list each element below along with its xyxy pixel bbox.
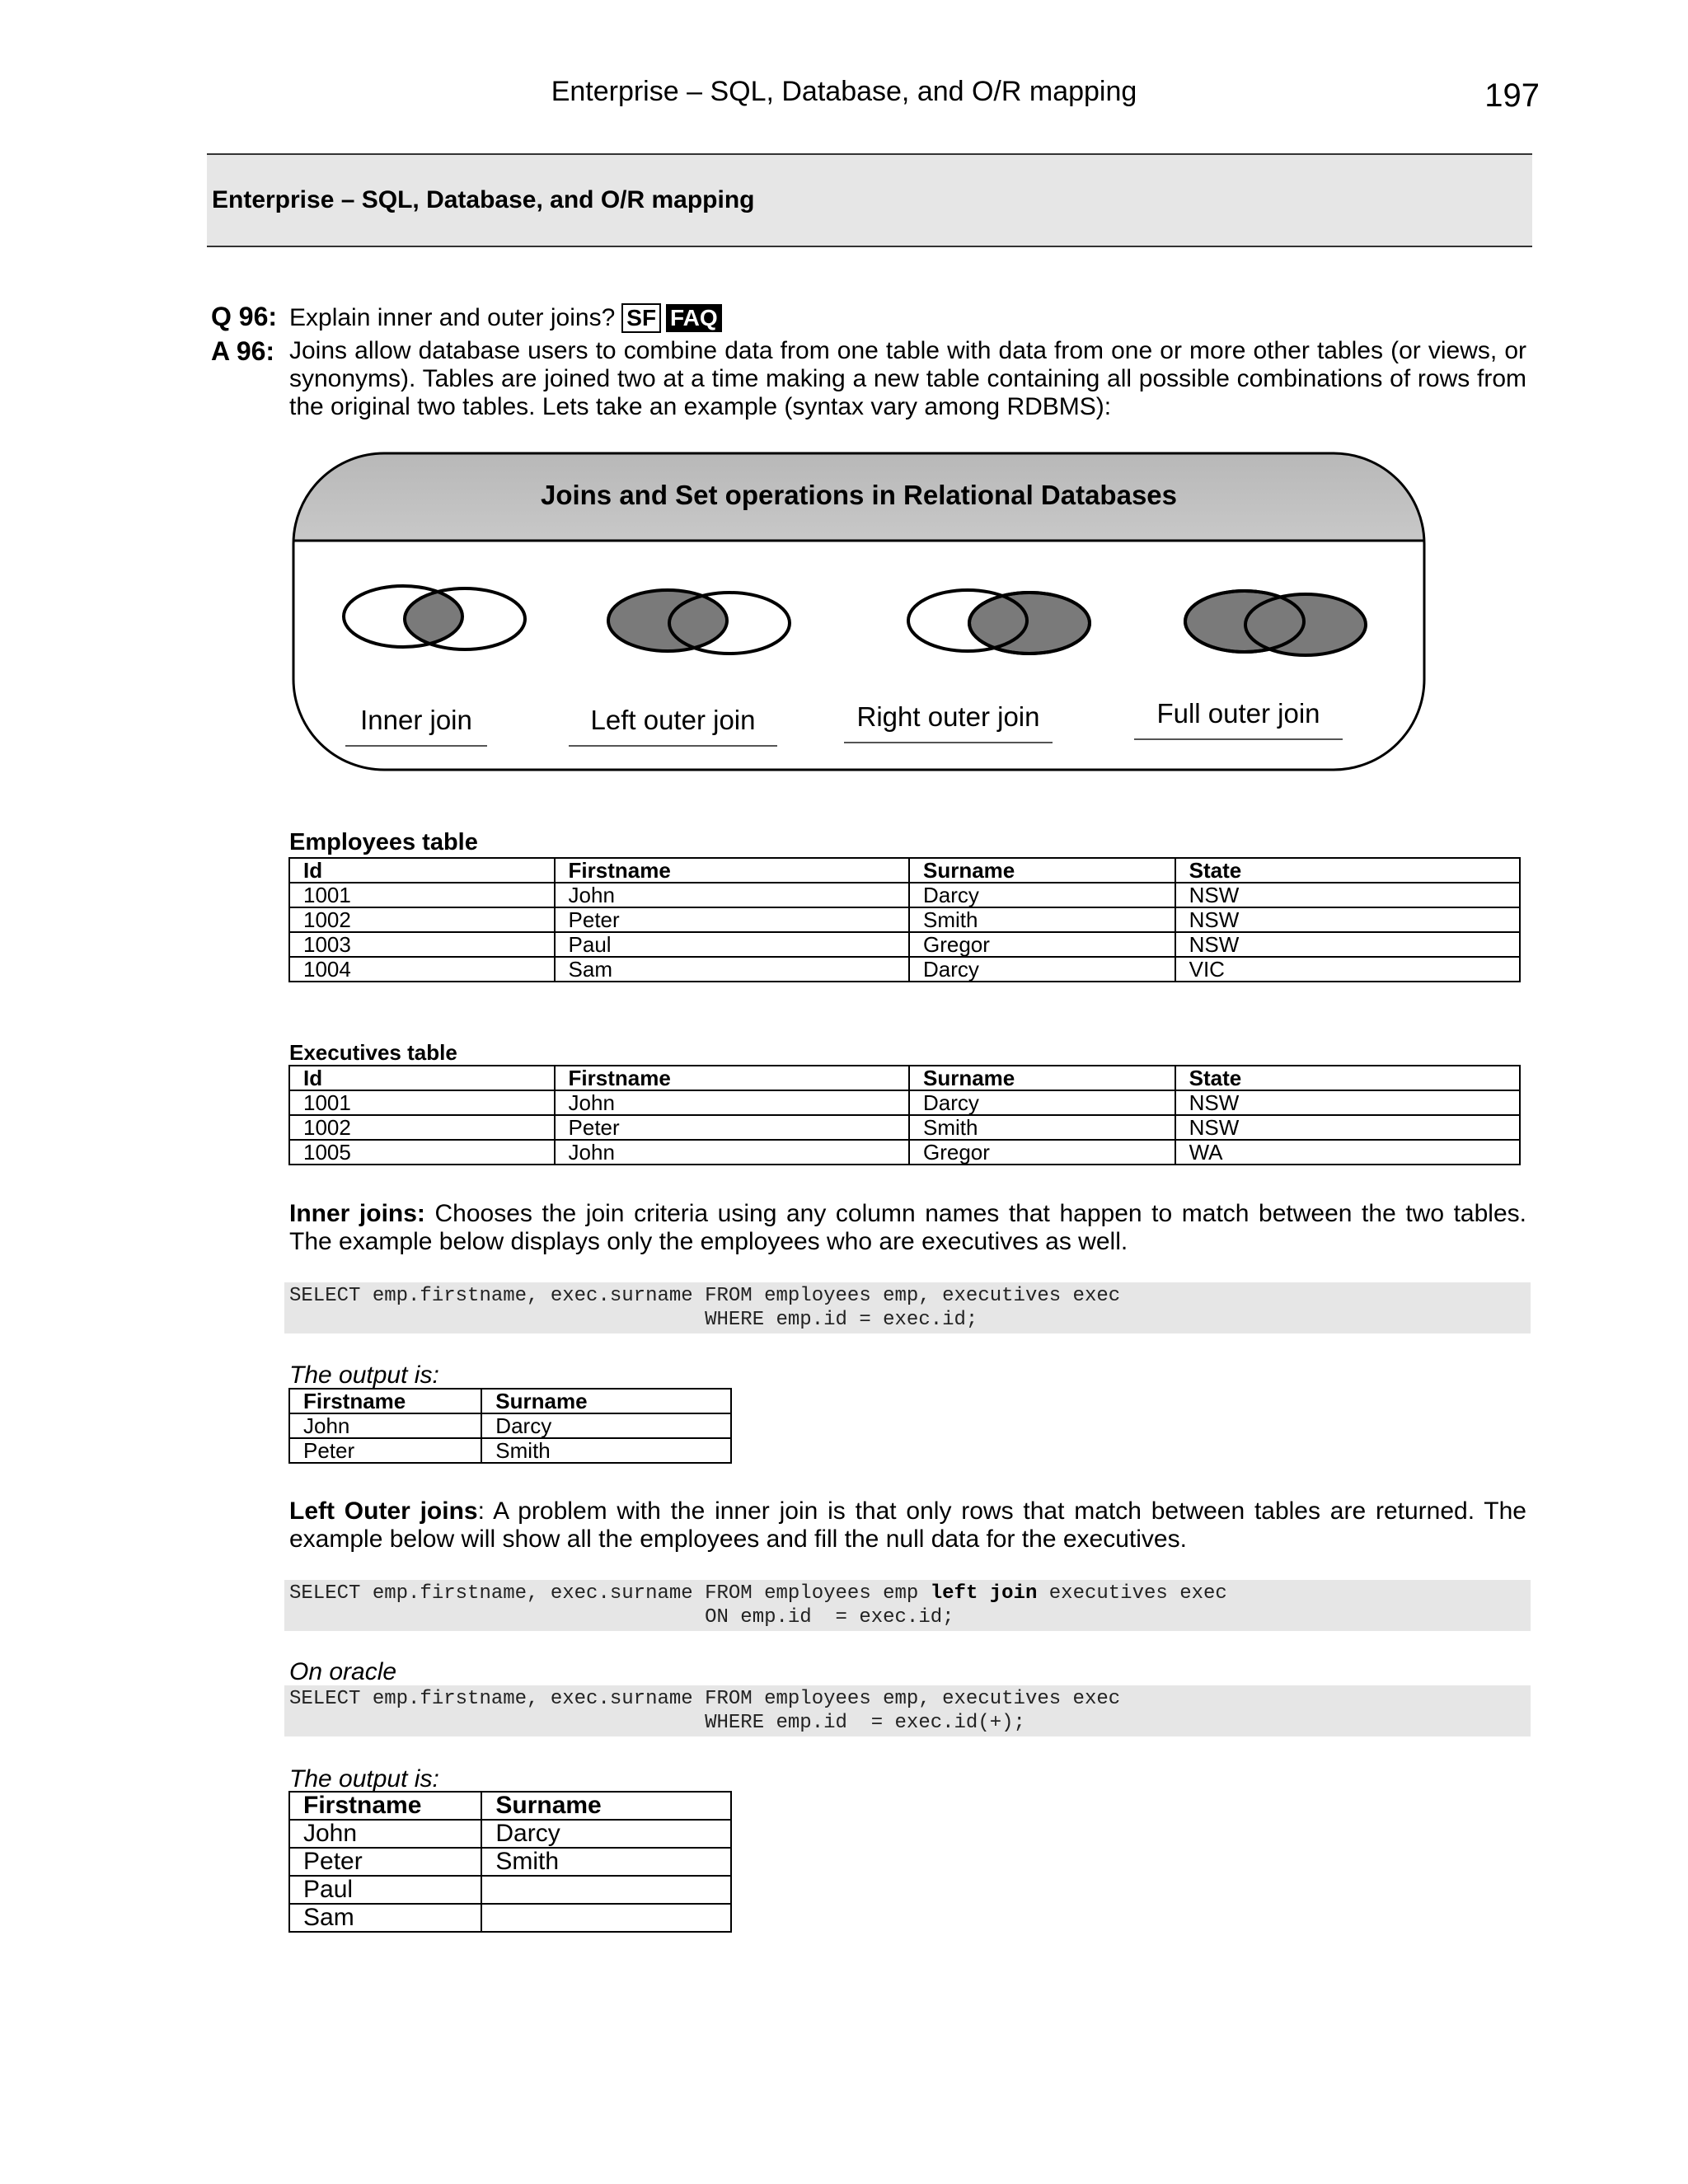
table-cell: 1002 xyxy=(289,907,555,932)
table-cell: John xyxy=(289,1413,481,1438)
table-cell: WA xyxy=(1175,1140,1520,1165)
chapter-band xyxy=(207,153,1532,247)
oracle-caption: On oracle xyxy=(289,1658,397,1685)
right-outer-join-venn xyxy=(908,590,1090,654)
inner-output-table xyxy=(288,1388,732,1464)
table-row xyxy=(289,932,1520,957)
full-outer-join-venn xyxy=(1185,591,1366,655)
table-cell: 1004 xyxy=(289,957,555,982)
table-cell: Smith xyxy=(909,907,1175,932)
column-header: State xyxy=(1175,858,1520,883)
faq-badge: FAQ xyxy=(666,304,722,332)
table-cell: Darcy xyxy=(481,1820,731,1848)
table-row xyxy=(289,1848,731,1876)
column-header: Surname xyxy=(909,1066,1175,1090)
code-line: WHERE emp.id = exec.id(+); xyxy=(289,1712,1025,1734)
page-number: 197 xyxy=(1484,77,1540,114)
code-line: WHERE emp.id = exec.id; xyxy=(289,1309,978,1331)
table-cell: VIC xyxy=(1175,957,1520,982)
table-cell: John xyxy=(555,883,909,907)
table-cell: Darcy xyxy=(481,1413,731,1438)
label-inner-join: Inner join xyxy=(360,705,472,735)
table-row xyxy=(289,1090,1520,1115)
column-header: Id xyxy=(289,1066,555,1090)
executives-table xyxy=(288,1065,1521,1165)
table-cell: Paul xyxy=(555,932,909,957)
table-row xyxy=(289,1115,1520,1140)
running-header: Enterprise – SQL, Database, and O/R mapping xyxy=(551,76,1137,107)
table-cell: Peter xyxy=(555,1115,909,1140)
table-cell: Peter xyxy=(289,1438,481,1463)
left-join-code-block xyxy=(284,1580,1531,1631)
diagram-title: Joins and Set operations in Relational Databases xyxy=(540,480,1178,510)
inner-join-code-block xyxy=(284,1282,1531,1333)
table-row xyxy=(289,883,1520,907)
code-segment: SELECT emp.firstname, exec.surname FROM employees emp xyxy=(289,1582,931,1605)
table-cell: NSW xyxy=(1175,932,1520,957)
table-row xyxy=(289,1438,731,1463)
table-cell: NSW xyxy=(1175,883,1520,907)
table-row xyxy=(289,907,1520,932)
table-cell: Paul xyxy=(289,1876,481,1904)
oracle-code-block xyxy=(284,1685,1531,1736)
column-header: Surname xyxy=(909,858,1175,883)
table-cell: Sam xyxy=(555,957,909,982)
employees-table xyxy=(288,857,1521,982)
table-cell: NSW xyxy=(1175,907,1520,932)
table-cell: John xyxy=(555,1090,909,1115)
code-line: SELECT emp.firstname, exec.surname FROM employees emp, executives exec xyxy=(289,1688,1121,1710)
inner-joins-text: Chooses the join criteria using any column names that happen to match between the two tables. The example below displays only the employees who are executives as well. xyxy=(289,1200,1526,1255)
left-outer-joins-paragraph xyxy=(289,1497,1526,1554)
chapter-title: Enterprise – SQL, Database, and O/R mapping xyxy=(212,186,755,213)
label-left-outer-join: Left outer join xyxy=(590,705,756,735)
table-row xyxy=(289,1904,731,1932)
table-header-row xyxy=(289,1389,731,1413)
table-cell: Gregor xyxy=(909,1140,1175,1165)
answer-label: A 96: xyxy=(211,336,275,366)
table-row xyxy=(289,1140,1520,1165)
table-row xyxy=(289,957,1520,982)
code-segment: executives exec xyxy=(1037,1582,1227,1605)
left-output-table xyxy=(288,1791,732,1933)
column-header: Firstname xyxy=(555,858,909,883)
table-cell: Smith xyxy=(481,1848,731,1876)
left-outer-join-venn xyxy=(608,590,790,654)
table-cell: Peter xyxy=(289,1848,481,1876)
left-outer-joins-text: : A problem with the inner join is that only rows that match between tables are returned. The example below will show all the employees and fill the null data for the executives. xyxy=(289,1497,1526,1553)
employees-caption: Employees table xyxy=(289,829,478,855)
table-cell: Sam xyxy=(289,1904,481,1932)
column-header: Firstname xyxy=(289,1792,481,1820)
table-cell: Darcy xyxy=(909,883,1175,907)
executives-caption: Executives table xyxy=(289,1040,457,1065)
code-keyword: left join xyxy=(930,1582,1038,1605)
table-row xyxy=(289,1820,731,1848)
table-cell: Peter xyxy=(555,907,909,932)
table-cell: NSW xyxy=(1175,1115,1520,1140)
column-header: Id xyxy=(289,858,555,883)
label-right-outer-join: Right outer join xyxy=(856,701,1040,732)
table-header-row xyxy=(289,1792,731,1820)
table-cell: 1001 xyxy=(289,883,555,907)
column-header: Surname xyxy=(481,1792,731,1820)
table-cell: Smith xyxy=(481,1438,731,1463)
inner-joins-heading: Inner joins: xyxy=(289,1200,425,1227)
question-text: Explain inner and outer joins? xyxy=(289,304,616,331)
question-label: Q 96: xyxy=(211,302,278,331)
answer-text: Joins allow database users to combine data from one table with data from one or more other tables (or views, or synonyms). Tables are joined two at a time making a new table containing all possible combinations of rows from the original two tables. Lets take an example (syntax vary among RDBMS): xyxy=(289,337,1526,420)
code-line: ON emp.id = exec.id; xyxy=(289,1606,954,1629)
column-header: Surname xyxy=(481,1389,731,1413)
sf-badge: SF xyxy=(621,303,661,333)
column-header: Firstname xyxy=(289,1389,481,1413)
table-cell: Gregor xyxy=(909,932,1175,957)
table-cell: 1005 xyxy=(289,1140,555,1165)
table-cell: John xyxy=(555,1140,909,1165)
table-cell xyxy=(481,1904,731,1932)
table-header-row xyxy=(289,1066,1520,1090)
table-cell: John xyxy=(289,1820,481,1848)
code-line: SELECT emp.firstname, exec.surname FROM employees emp, executives exec xyxy=(289,1285,1121,1307)
table-cell: Darcy xyxy=(909,957,1175,982)
inner-joins-paragraph xyxy=(289,1200,1526,1256)
table-cell: 1001 xyxy=(289,1090,555,1115)
column-header: State xyxy=(1175,1066,1520,1090)
left-output-caption: The output is: xyxy=(289,1765,439,1793)
table-cell: 1002 xyxy=(289,1115,555,1140)
table-cell xyxy=(481,1876,731,1904)
table-cell: 1003 xyxy=(289,932,555,957)
table-row xyxy=(289,1876,731,1904)
left-outer-joins-heading: Left Outer joins xyxy=(289,1497,478,1525)
inner-join-venn xyxy=(344,586,525,649)
column-header: Firstname xyxy=(555,1066,909,1090)
table-cell: NSW xyxy=(1175,1090,1520,1115)
code-line xyxy=(289,1582,1531,1605)
inner-output-caption: The output is: xyxy=(289,1361,439,1389)
label-full-outer-join: Full outer join xyxy=(1156,698,1320,729)
table-cell: Darcy xyxy=(909,1090,1175,1115)
table-cell: Smith xyxy=(909,1115,1175,1140)
table-header-row xyxy=(289,858,1520,883)
question-text-line xyxy=(289,303,722,333)
table-row xyxy=(289,1413,731,1438)
